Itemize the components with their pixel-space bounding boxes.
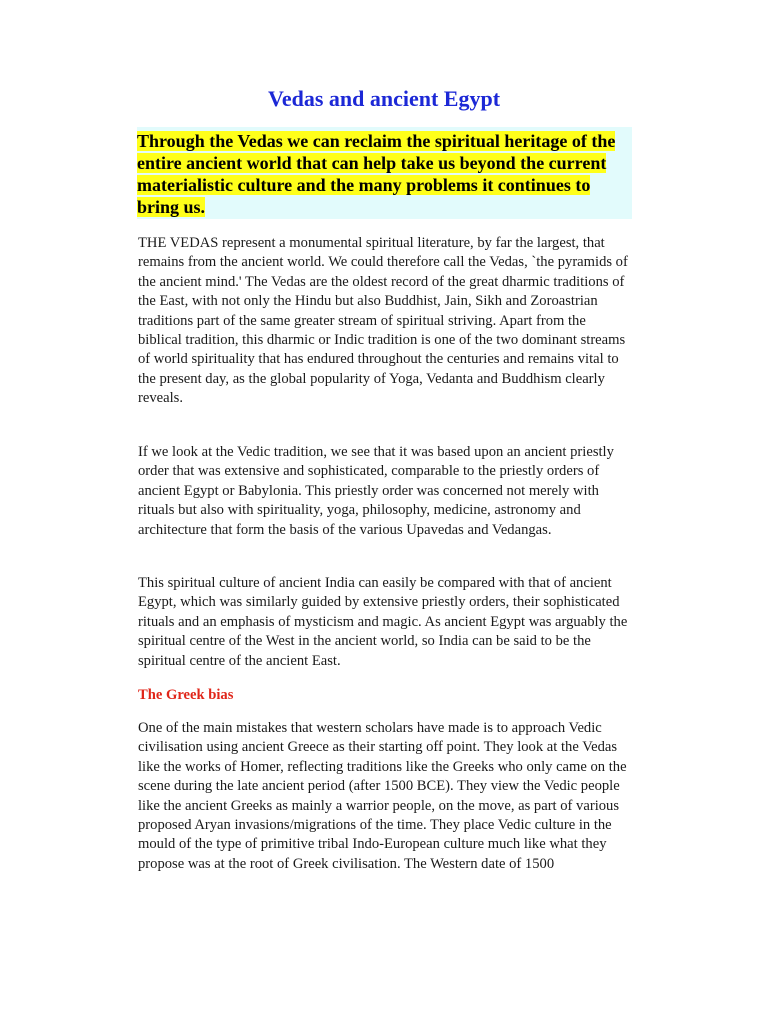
paragraph-4: One of the main mistakes that western scholars have made is to approach Vedic civilisation using ancient Greece as their starting off point. They look at the Vedas like the works of Homer, reflecting traditions like the Greeks who only came on the scene during the late ancient period (after 1500 BCE). They view the Vedic people like the ancient Greeks as mainly a warrior people, on the move, as part of various proposed Aryan invasions/migrations of the time. They place Vedic culture in the mould of the type of primitive tribal Indo-European culture much like what they propose was at the root of Greek civilisation. The Western date of 1500 [138,720,627,872]
paragraph-1: THE VEDAS represent a monumental spiritual literature, by far the largest, that remains from the ancient world. We could therefore call the Vedas, `the pyramids of the ancient mind.' The Vedas are the oldest record of the great dharmic traditions of the East, with not only the Hindu but also Buddhist, Jain, Sikh and Zoroastrian traditions part of the same greater stream of spiritual striving. Apart from the biblical tradition, this dharmic or Indic tradition is one of the two dominant streams of world spirituality that has endured throughout the centuries and remains vital to the present day, as the global popularity of Yoga, Vedanta and Buddhism clearly reveals. [138,235,628,407]
paragraph-2: If we look at the Vedic tradition, we see that it was based upon an ancient priestly order that was extensive and sophisticated, comparable to the priestly orders of ancient Egypt or Babylonia. This priestly order was concerned not merely with rituals but also with spirituality, yoga, philosophy, medicine, astronomy and architecture that form the basis of the various Upavedas and Vedangas. [138,444,614,538]
section-subheading: The Greek bias [138,687,234,703]
highlight-quote-text: Through the Vedas we can reclaim the spiritual heritage of the entire ancient world that can help take us beyond the current materialistic culture and the many problems it continues to bring us. [137,131,616,217]
highlight-quote [137,130,629,218]
page-title: Vedas and ancient Egypt [267,86,501,111]
paragraph-3: This spiritual culture of ancient India can easily be compared with that of ancient Egypt, which was similarly guided by extensive priestly orders, their sophisticated rituals and an emphasis of mysticism and magic. As ancient Egypt was arguably the spiritual centre of the West in the ancient world, so India can be said to be the spiritual centre of the ancient East. [138,575,628,669]
